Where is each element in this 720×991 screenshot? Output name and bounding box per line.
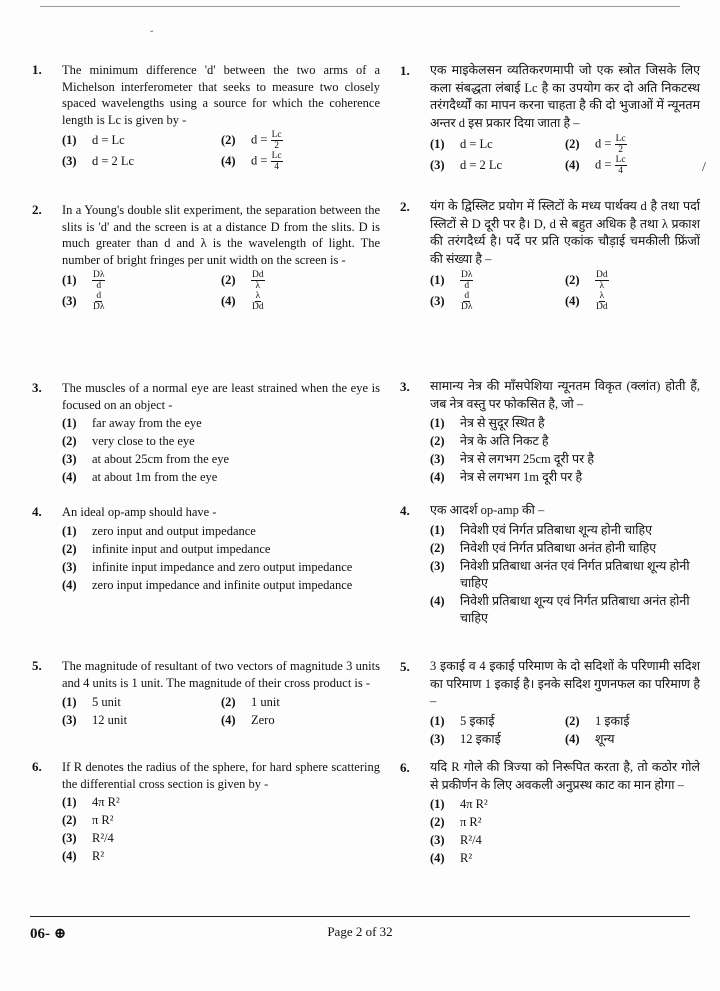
option-text: R² <box>460 851 473 865</box>
footer-divider <box>30 916 690 917</box>
options <box>430 270 700 312</box>
option-label: (4) <box>62 849 77 863</box>
question-text: सामान्य नेत्र की माँसपेशिया न्यूनतम विकृत (क्लांत) होती हैं, जब नेत्र वस्तु पर फोकसित है, जो – <box>430 379 700 411</box>
option-label: (2) <box>565 136 580 151</box>
option-label: (3) <box>430 833 445 847</box>
option-text <box>251 291 265 312</box>
fraction-numerator: d <box>96 291 102 301</box>
option <box>430 731 565 749</box>
option <box>430 593 700 628</box>
option-text: निवेशी प्रतिबाधा शून्य एवं निर्गत प्रतिबाधा अनंत होनी चाहिए <box>460 593 690 625</box>
options <box>62 693 380 729</box>
option-text: नेत्र से लगभग 25cm दूरी पर है <box>460 452 594 466</box>
option-text: 12 इकाई <box>460 731 501 746</box>
option-label: (4) <box>565 731 580 746</box>
option <box>565 155 700 176</box>
option-row <box>62 270 380 291</box>
option <box>62 130 221 151</box>
fraction-denominator: 2 <box>618 145 623 155</box>
option-label: (1) <box>62 416 77 430</box>
question-text: एक माइकेलसन व्यतिकरणमापी जो एक स्त्रोत जिसके लिए कला संबद्धता लंबाई Lc है का उपयोग कर दो अति निकटस्थ तरंगदैर्ध्यों का मापन करना चाहता है की दो भुजाओं में न्यूनतम अन्तर d इस प्रकार दिया जाता है – <box>430 63 700 130</box>
fraction <box>92 291 105 312</box>
option-text: निवेशी एवं निर्गत प्रतिबाधा अनंत होनी चाहिए <box>460 540 657 555</box>
option-label: (2) <box>221 694 236 709</box>
options <box>430 522 700 628</box>
option-label: (1) <box>430 136 445 151</box>
option-text <box>460 270 473 291</box>
option <box>430 850 700 868</box>
option-row <box>430 155 700 176</box>
fraction-denominator: 2 <box>274 141 279 151</box>
option-text: π R² <box>460 815 482 829</box>
option-label: (2) <box>62 541 77 556</box>
fraction-numerator: λ <box>599 291 605 301</box>
option-label: (3) <box>430 731 445 746</box>
option-text: d = Lc <box>460 136 493 151</box>
option-label: (2) <box>221 273 236 288</box>
option-text: 5 unit <box>92 694 121 709</box>
question-text: The minimum difference 'd' between the two arms of a Michelson interferometer that seeks to measure two closely spaced wavelengths using a source for which the coherence length is Lc is given by - <box>62 63 380 127</box>
option <box>62 415 380 433</box>
option <box>430 832 700 850</box>
fraction-numerator: Lc <box>271 151 282 161</box>
options <box>62 523 380 595</box>
question-text: If R denotes the radius of the sphere, for hard sphere scattering the differential cross section is given by - <box>62 760 380 791</box>
option-row <box>62 693 380 711</box>
option-text: Zero <box>251 712 275 727</box>
question-text: The muscles of a normal eye are least strained when the eye is focused on an object - <box>62 381 380 412</box>
option-text <box>595 270 609 291</box>
fraction-denominator: Dd <box>252 302 264 312</box>
option <box>62 541 380 559</box>
option-label: (1) <box>430 416 445 430</box>
fraction <box>251 291 265 312</box>
question <box>32 380 380 487</box>
option <box>221 693 380 711</box>
fraction-denominator: d <box>96 281 102 291</box>
question <box>400 378 700 487</box>
option-row <box>430 134 700 155</box>
option-text: नेत्र से सुदूर स्थित है <box>460 416 545 430</box>
option-label: (3) <box>62 712 77 727</box>
option-label: (1) <box>430 522 445 537</box>
question <box>32 658 380 729</box>
side-tick-mark: / <box>702 160 706 175</box>
fraction-numerator: Dλ <box>461 270 473 280</box>
question <box>32 759 380 866</box>
fraction <box>595 270 609 291</box>
option-text: zero input impedance and infinite output impedance <box>92 577 353 592</box>
option-text: R²/4 <box>460 833 482 847</box>
option-label: (4) <box>565 293 580 308</box>
option-row <box>430 713 700 731</box>
option-label: (3) <box>62 294 77 309</box>
question <box>400 62 700 176</box>
option <box>430 451 700 469</box>
fraction-numerator: Dd <box>596 270 608 280</box>
options <box>62 415 380 487</box>
option <box>62 433 380 451</box>
option-label: (3) <box>62 559 77 574</box>
options <box>430 713 700 749</box>
option-text: नेत्र के अति निकट है <box>460 434 549 448</box>
option-label: (3) <box>62 452 77 466</box>
question-number: 6. <box>400 760 410 775</box>
option <box>62 451 380 469</box>
option <box>430 540 700 558</box>
option-label: (3) <box>430 157 445 172</box>
option <box>221 130 380 151</box>
option-label: (4) <box>430 593 445 608</box>
option-text: 5 इकाई <box>460 713 495 728</box>
option-label: (1) <box>430 713 445 728</box>
fraction <box>595 291 609 312</box>
option-text <box>92 291 105 312</box>
option <box>565 713 700 731</box>
option-text: R²/4 <box>92 831 114 845</box>
option-label: (1) <box>62 273 77 288</box>
option <box>430 796 700 814</box>
option-text: नेत्र से लगभग 1m दूरी पर है <box>460 470 583 484</box>
option-text: at about 25cm from the eye <box>92 452 230 466</box>
option <box>430 814 700 832</box>
option <box>430 469 700 487</box>
option <box>430 558 700 593</box>
option-label: (3) <box>430 293 445 308</box>
option-text: 4π R² <box>460 797 488 811</box>
option <box>62 848 380 866</box>
option <box>62 270 221 291</box>
option-text: निवेशी एवं निर्गत प्रतिबाधा शून्य होनी चाहिए <box>460 522 653 537</box>
fraction-numerator: Lc <box>271 130 282 140</box>
option-text: d = $\frac{Lc}{2}$ <box>251 130 282 151</box>
option <box>430 713 565 731</box>
question-number: 4. <box>400 503 410 518</box>
question-number: 5. <box>32 658 42 673</box>
option-text: at about 1m from the eye <box>92 470 218 484</box>
option-row <box>62 151 380 172</box>
option-text: 1 इकाई <box>595 713 630 728</box>
fraction-denominator: d <box>464 281 470 291</box>
option-text: d = $\frac{Lc}{4}$ <box>595 155 626 176</box>
top-mark: ˇ <box>150 30 154 41</box>
option <box>62 794 380 812</box>
option <box>62 523 380 541</box>
question-text: 3 इकाई व 4 इकाई परिमाण के दो सदिशों के परिणामी सदिश का परिमाण 1 इकाई है। इनके सदिश गुणनफल का परिमाण है – <box>430 659 700 708</box>
fraction <box>271 130 283 151</box>
option <box>221 151 380 172</box>
option-label: (2) <box>565 272 580 287</box>
question-number: 5. <box>400 659 410 674</box>
option-row <box>62 711 380 729</box>
option <box>62 812 380 830</box>
options <box>430 796 700 868</box>
option-text: zero input and output impedance <box>92 523 256 538</box>
question-number: 6. <box>32 759 42 774</box>
fraction-denominator: 4 <box>618 166 623 176</box>
option <box>565 291 700 312</box>
question-number: 3. <box>400 379 410 394</box>
option-label: (3) <box>430 558 445 573</box>
option <box>62 711 221 729</box>
option-text: d = $\frac{Lc}{4}$ <box>251 151 282 172</box>
registration-mark-icon: ⊕ <box>53 926 67 942</box>
option <box>565 270 700 291</box>
option-label: (2) <box>221 133 236 148</box>
option-label: (1) <box>62 523 77 538</box>
fraction-numerator: Lc <box>615 134 626 144</box>
option-text: d = 2 Lc <box>460 157 503 172</box>
option-label: (4) <box>62 577 77 592</box>
fraction-denominator: λ <box>255 281 261 291</box>
option <box>62 151 221 172</box>
option-text: d = $\frac{Lc}{2}$ <box>595 134 626 155</box>
option-label: (2) <box>62 434 77 448</box>
option <box>430 415 700 433</box>
option-label: (3) <box>62 154 77 169</box>
option-label: (4) <box>221 712 236 727</box>
option-row <box>62 291 380 312</box>
option-label: (2) <box>62 813 77 827</box>
fraction <box>251 270 265 291</box>
fraction-numerator: Lc <box>615 155 626 165</box>
options <box>430 415 700 487</box>
option-label: (1) <box>62 133 77 148</box>
option <box>62 577 380 595</box>
option-text: शून्य <box>595 731 615 746</box>
fraction <box>92 270 105 291</box>
fraction-denominator: λ <box>599 281 605 291</box>
option-text: 1 unit <box>251 694 280 709</box>
question-text: In a Young's double slit experiment, the separation between the slits is 'd' and the screen is at a distance D from the slits. D is much greater than d and λ is the wavelength of light. The number of bright fringes per unit width on the screen is - <box>62 203 380 267</box>
paper-code: 06- ⊕ <box>30 926 67 942</box>
option-label: (1) <box>430 272 445 287</box>
question <box>32 62 380 172</box>
option-text: निवेशी प्रतिबाधा अनंत एवं निर्गत प्रतिबाधा शून्य होनी चाहिए <box>460 558 690 590</box>
fraction-denominator: Dd <box>596 302 608 312</box>
option-text: π R² <box>92 813 114 827</box>
option <box>430 134 565 155</box>
option-label: (4) <box>62 470 77 484</box>
option-label: (2) <box>565 713 580 728</box>
option-row <box>430 731 700 749</box>
question-number: 3. <box>32 380 42 395</box>
question-text: यंग के द्विस्लिट प्रयोग में स्लिटों के मध्य पार्थक्य d है तथा पर्दा स्लिटों से D दूरी पर है। D, d से बहुत अधिक है तथा λ प्रकाश की तरंगदैर्ध्य है। पर्दे पर प्रति एकांक चौड़ाई चमकीली फ्रिंजों की संख्या है – <box>430 199 700 266</box>
question-text: यदि R गोले की त्रिज्या को निरूपित करता है, तो कठोर गोले से प्रकीर्णन के लिए अवकली अनुप्रस्थ काट का मान होगा – <box>430 760 700 792</box>
fraction-numerator: Dd <box>252 270 264 280</box>
option-text <box>460 291 473 312</box>
fraction-denominator: Dλ <box>461 302 473 312</box>
question-number: 1. <box>400 63 410 78</box>
option <box>62 291 221 312</box>
option <box>221 711 380 729</box>
option-text <box>251 270 265 291</box>
option-text: far away from the eye <box>92 416 202 430</box>
fraction <box>615 155 627 176</box>
question <box>32 504 380 595</box>
option-label: (4) <box>430 470 445 484</box>
option-row <box>430 270 700 291</box>
option-text: 12 unit <box>92 712 128 727</box>
option-label: (2) <box>430 815 445 829</box>
options <box>430 134 700 176</box>
fraction-denominator: Dλ <box>93 302 105 312</box>
option <box>430 291 565 312</box>
option <box>430 522 700 540</box>
option <box>430 270 565 291</box>
fraction-denominator: 4 <box>274 162 279 172</box>
fraction-numerator: Dλ <box>93 270 105 280</box>
option-label: (2) <box>430 540 445 555</box>
option <box>62 559 380 577</box>
option-label: (4) <box>221 294 236 309</box>
option-label: (3) <box>62 831 77 845</box>
option-text: 4π R² <box>92 795 120 809</box>
option <box>430 155 565 176</box>
option-text: R² <box>92 849 105 863</box>
question-number: 2. <box>400 199 410 214</box>
fraction-numerator: λ <box>255 291 261 301</box>
option-row <box>62 130 380 151</box>
fraction <box>460 270 473 291</box>
option-label: (1) <box>430 797 445 811</box>
option <box>430 433 700 451</box>
option-text <box>595 291 609 312</box>
fraction <box>615 134 627 155</box>
option-text: very close to the eye <box>92 434 195 448</box>
question <box>400 502 700 628</box>
option <box>221 270 380 291</box>
option-label: (4) <box>221 154 236 169</box>
option <box>221 291 380 312</box>
question-number: 2. <box>32 202 42 217</box>
fraction <box>271 151 283 172</box>
fraction-numerator: d <box>464 291 470 301</box>
option-label: (1) <box>62 795 77 809</box>
question <box>400 658 700 749</box>
question-number: 4. <box>32 504 42 519</box>
options <box>62 270 380 312</box>
option <box>565 731 700 749</box>
option <box>62 693 221 711</box>
question-text: एक आदर्श op-amp की – <box>430 503 545 517</box>
option <box>62 469 380 487</box>
options <box>62 130 380 172</box>
question <box>400 198 700 312</box>
question <box>32 202 380 312</box>
option-row <box>430 291 700 312</box>
option-label: (4) <box>565 157 580 172</box>
question-text: The magnitude of resultant of two vectors of magnitude 3 units and 4 units is 1 unit. The magnitude of their cross product is - <box>62 659 380 690</box>
page-number: Page 2 of 32 <box>327 924 393 939</box>
option-text <box>92 270 105 291</box>
option-label: (2) <box>430 434 445 448</box>
option <box>62 830 380 848</box>
option-label: (4) <box>430 851 445 865</box>
option-label: (1) <box>62 694 77 709</box>
question-text: An ideal op-amp should have - <box>62 505 217 519</box>
page-footer <box>30 924 690 944</box>
question-number: 1. <box>32 62 42 77</box>
option-text: d = Lc <box>92 133 125 148</box>
option-label: (3) <box>430 452 445 466</box>
top-rule <box>40 6 680 7</box>
fraction <box>460 291 473 312</box>
option-text: infinite input impedance and zero output impedance <box>92 559 353 574</box>
option-text: d = 2 Lc <box>92 154 135 169</box>
option-text: infinite input and output impedance <box>92 541 271 556</box>
option <box>565 134 700 155</box>
question <box>400 759 700 868</box>
options <box>62 794 380 866</box>
